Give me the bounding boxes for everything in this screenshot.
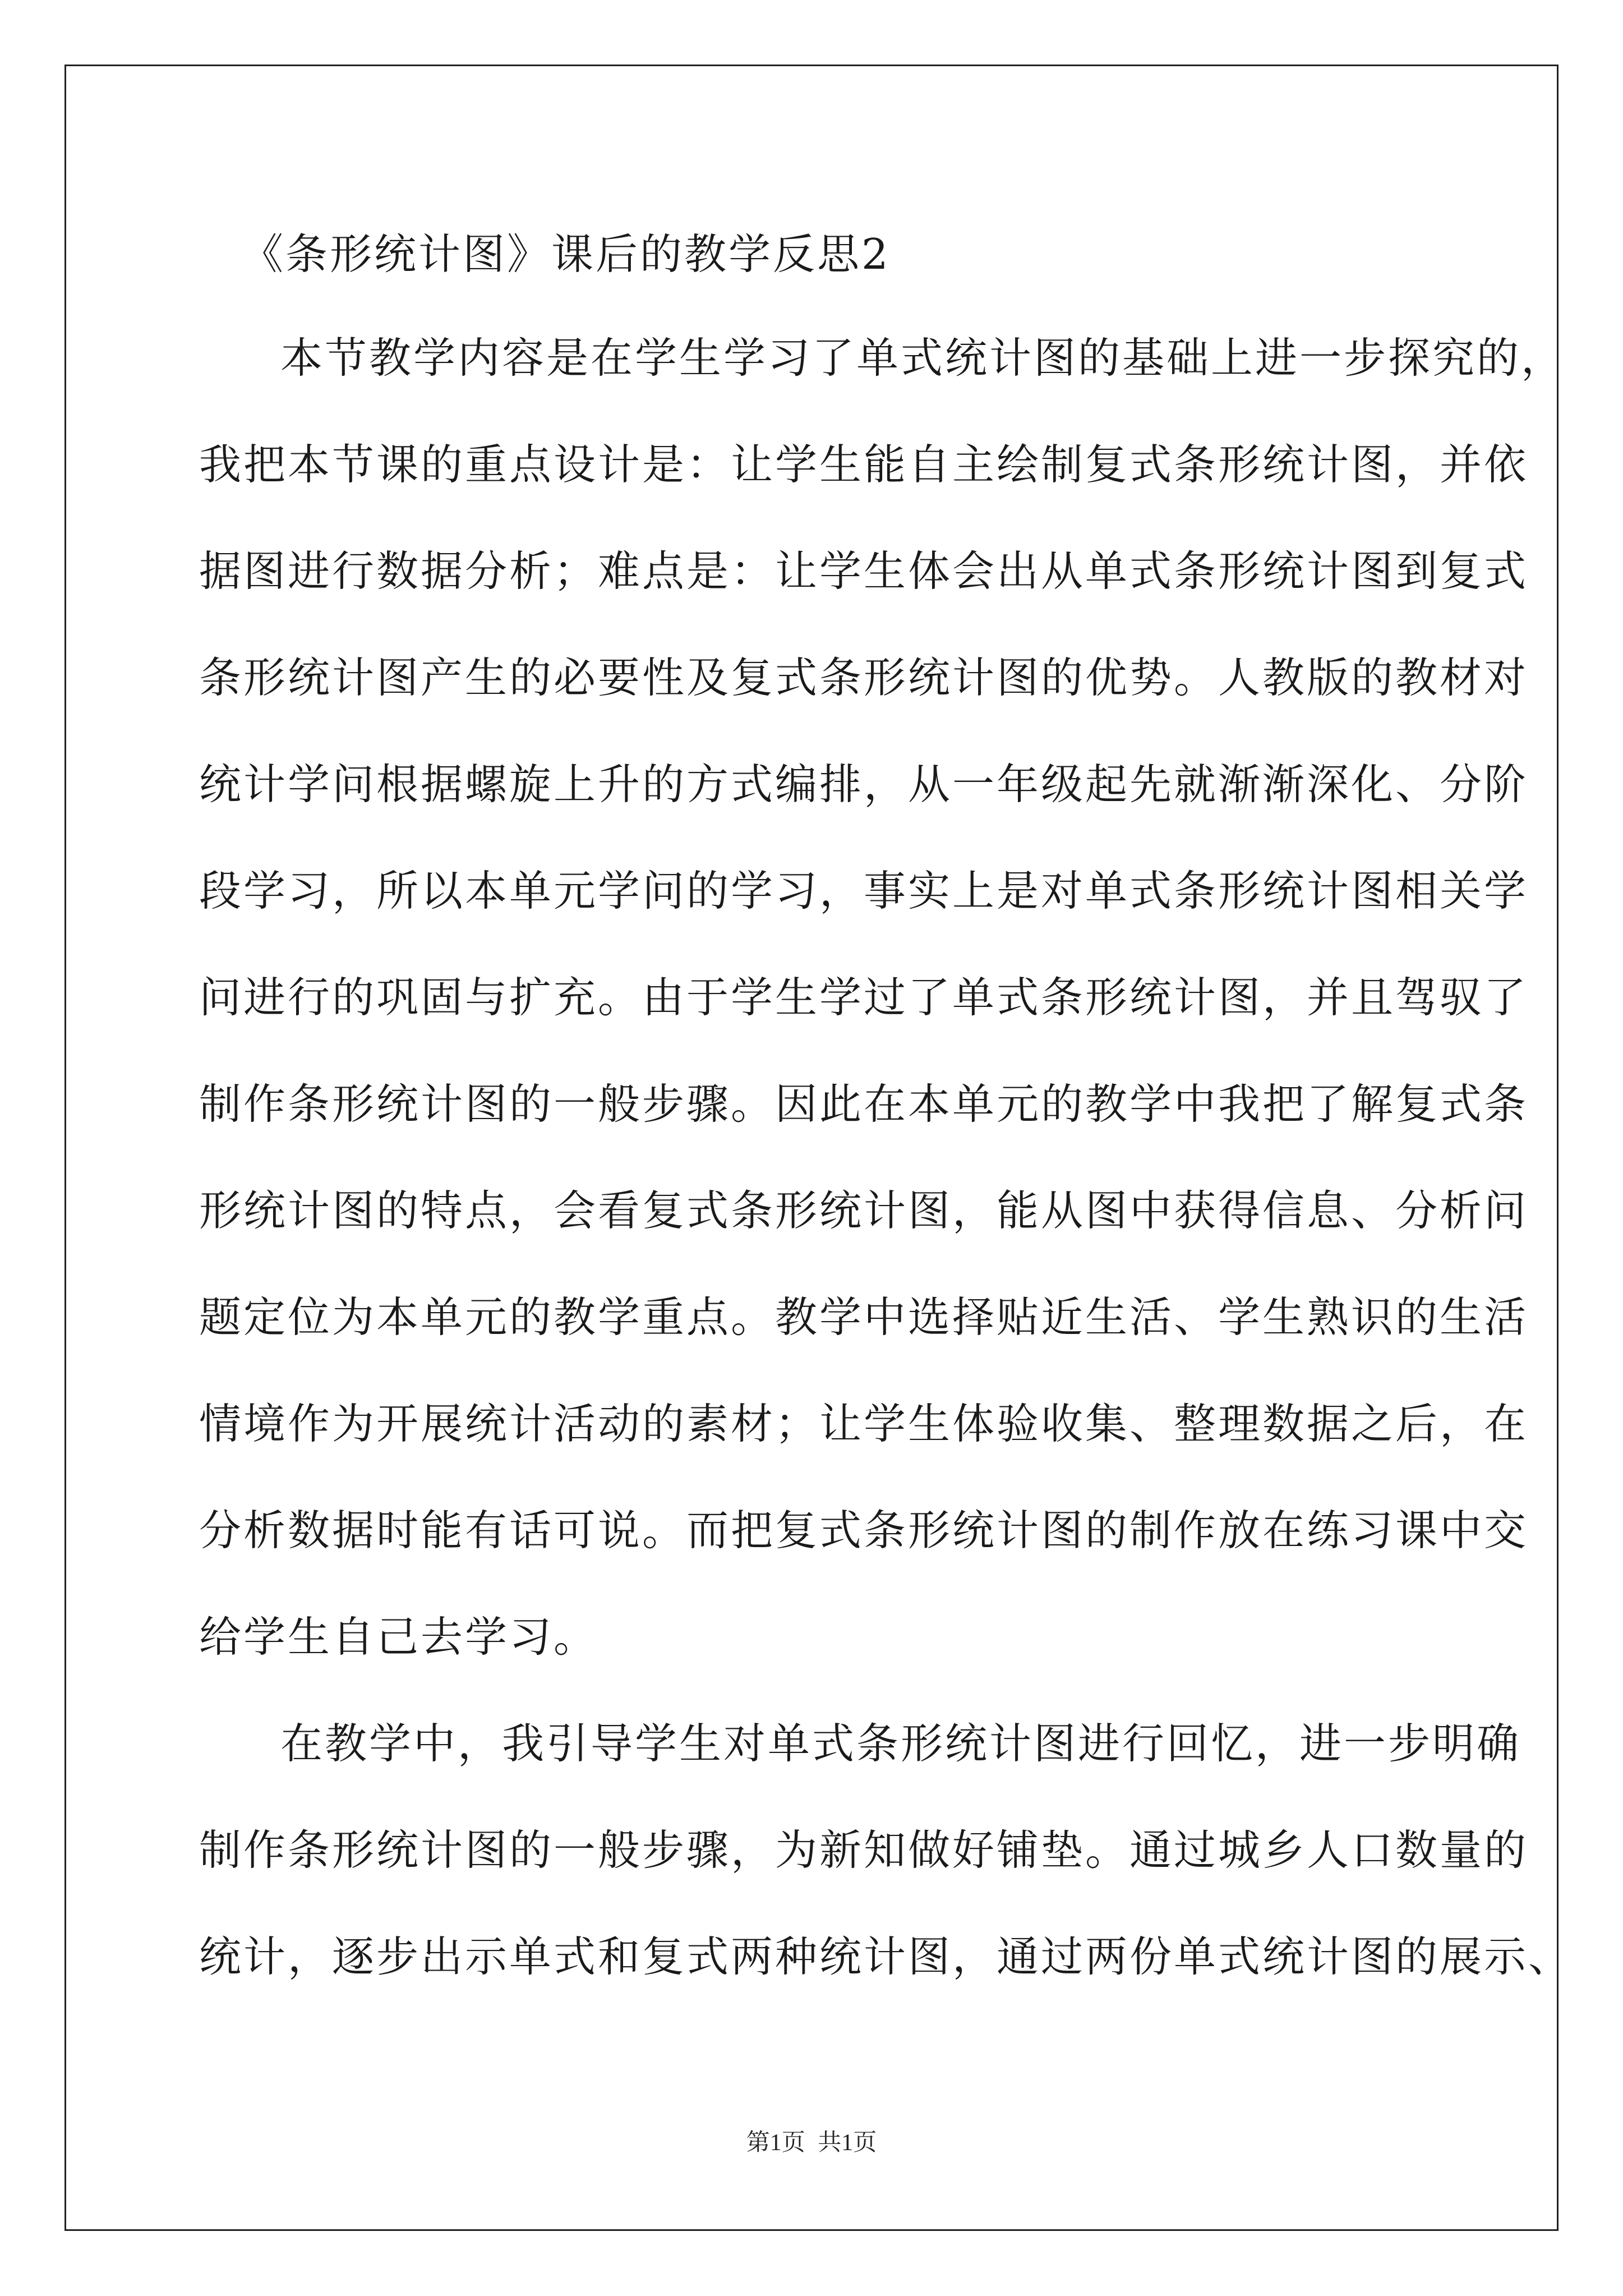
paragraph-2-line-3: 统计，逐步出示单式和复式两种统计图，通过两份单式统计图的展示、 (199, 1932, 1573, 1981)
paragraph-1-line-1: 本节教学内容是在学生学习了单式统计图的基础上进一步探究的， (280, 333, 1566, 383)
paragraph-2-line-1: 在教学中，我引导学生对单式条形统计图进行回忆，进一步明确 (280, 1719, 1521, 1768)
paragraph-1-line-11: 情境作为开展统计活动的素材；让学生体验收集、整理数据之后，在 (199, 1399, 1529, 1448)
paragraph-1-line-5: 统计学问根据螺旋上升的方式编排，从一年级起先就渐渐深化、分阶 (199, 760, 1529, 809)
paragraph-1-line-2: 我把本节课的重点设计是：让学生能自主绘制复式条形统计图，并依 (199, 440, 1529, 489)
paragraph-1-line-4: 条形统计图产生的必要性及复式条形统计图的优势。人教版的教材对 (199, 653, 1529, 702)
paragraph-1-line-13: 给学生自己去学习。 (199, 1612, 598, 1662)
paragraph-1-line-12: 分析数据时能有话可说。而把复式条形统计图的制作放在练习课中交 (199, 1506, 1529, 1555)
page-footer (0, 2126, 1623, 2160)
paragraph-1-line-3: 据图进行数据分析；难点是：让学生体会出从单式条形统计图到复式 (199, 546, 1529, 596)
paragraph-1-line-10: 题定位为本单元的教学重点。教学中选择贴近生活、学生熟识的生活 (199, 1292, 1529, 1342)
paragraph-1-line-8: 制作条形统计图的一般步骤。因此在本单元的教学中我把了解复式条 (199, 1079, 1529, 1129)
paragraph-1-line-6: 段学习，所以本单元学问的学习，事实上是对单式条形统计图相关学 (199, 866, 1529, 915)
paragraph-2-line-2: 制作条形统计图的一般步骤，为新知做好铺垫。通过城乡人口数量的 (199, 1825, 1529, 1875)
page-total: 共1页 (818, 2130, 877, 2156)
paragraph-1-line-7: 问进行的巩固与扩充。由于学生学过了单式条形统计图，并且驾驭了 (199, 973, 1529, 1022)
document-title: 《条形统计图》课后的教学反思2 (241, 229, 891, 279)
paragraph-1-line-9: 形统计图的特点，会看复式条形统计图，能从图中获得信息、分析问 (199, 1186, 1529, 1235)
page-border (64, 65, 1559, 2231)
page-number: 第1页 (746, 2130, 805, 2156)
